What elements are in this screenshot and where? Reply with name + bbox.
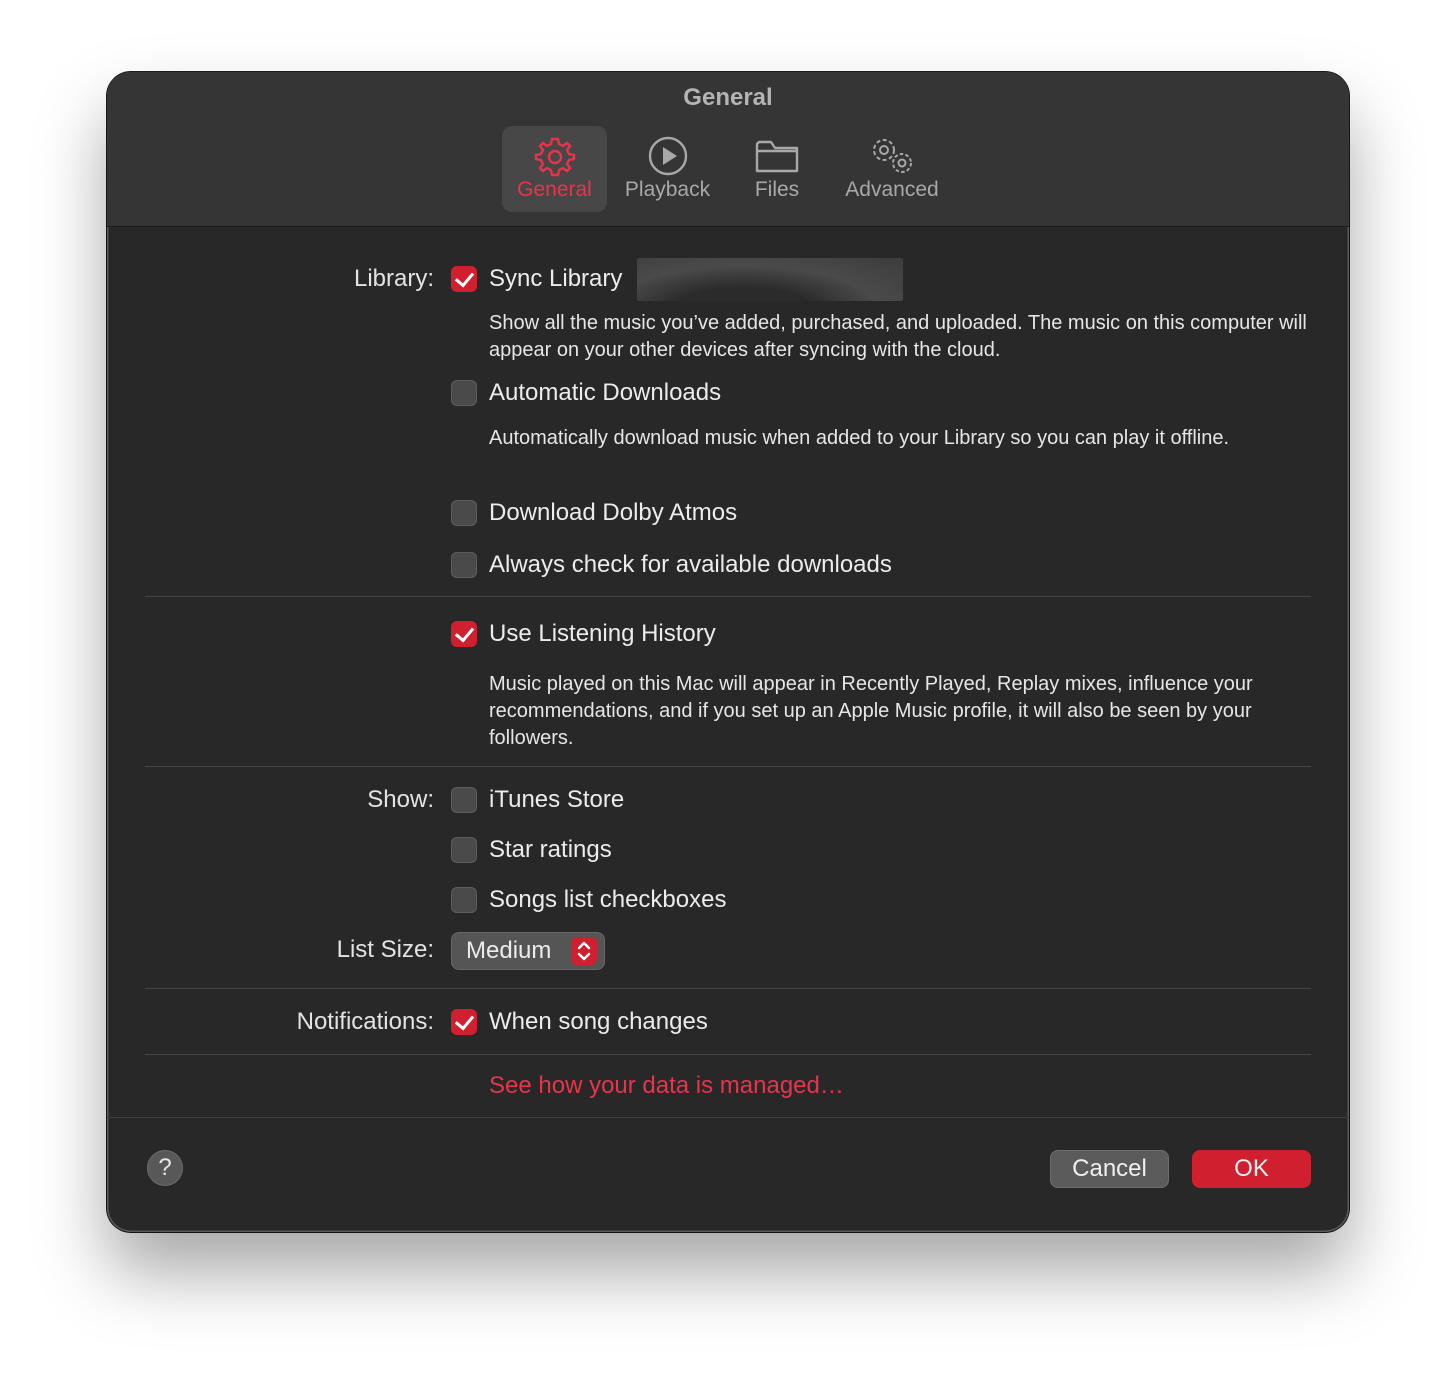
window-title: General <box>683 84 773 111</box>
tab-advanced[interactable] <box>834 126 950 212</box>
listening-history-description: Music played on this Mac will appear in Recently Played, Replay mixes, influence your recommendations, and if you set up an Apple Music profile, it will also be seen by your followers. <box>489 673 1253 749</box>
cancel-button[interactable]: Cancel <box>1050 1150 1169 1188</box>
listening-history-label[interactable]: Use Listening History <box>489 620 716 647</box>
toolbar <box>107 72 1349 227</box>
show-label: Show: <box>367 786 434 813</box>
dolby-atmos-checkbox[interactable] <box>451 500 477 526</box>
star-ratings-checkbox[interactable] <box>451 837 477 863</box>
sync-library-description: Show all the music you’ve added, purchased, and uploaded. The music on this computer will appear on your other devices after syncing with the cloud. <box>489 312 1307 361</box>
separator <box>145 1054 1311 1055</box>
library-label: Library: <box>353 265 434 292</box>
tab-files-label: Files <box>754 178 800 201</box>
tab-general[interactable] <box>502 126 607 212</box>
sync-library-checkbox[interactable] <box>451 266 477 292</box>
song-changes-checkbox[interactable] <box>451 1009 477 1035</box>
songs-list-checkboxes-checkbox[interactable] <box>451 887 477 913</box>
gears-icon <box>864 134 920 178</box>
folder-icon <box>753 134 801 178</box>
dolby-atmos-label[interactable]: Download Dolby Atmos <box>489 499 738 526</box>
redacted-account-image <box>637 258 903 301</box>
gear-icon <box>533 134 577 178</box>
tab-general-label: General <box>517 178 592 201</box>
automatic-downloads-label[interactable]: Automatic Downloads <box>489 379 722 406</box>
chevron-updown-icon <box>571 937 597 965</box>
itunes-store-checkbox[interactable] <box>451 787 477 813</box>
sync-library-label[interactable]: Sync Library <box>489 265 623 292</box>
check-downloads-checkbox[interactable] <box>451 552 477 578</box>
play-icon <box>646 134 690 178</box>
tab-playback-label: Playback <box>624 178 711 201</box>
automatic-downloads-description: Automatically download music when added to your Library so you can play it offline. <box>489 427 1230 449</box>
song-changes-label[interactable]: When song changes <box>489 1008 708 1035</box>
separator <box>145 596 1311 597</box>
help-button[interactable]: ? <box>147 1150 183 1186</box>
star-ratings-label[interactable]: Star ratings <box>489 836 612 863</box>
notifications-label: Notifications: <box>296 1008 434 1035</box>
tab-files[interactable] <box>727 126 827 212</box>
footer-separator <box>107 1117 1349 1118</box>
list-size-select[interactable] <box>451 932 605 970</box>
automatic-downloads-checkbox[interactable] <box>451 380 477 406</box>
ok-button[interactable]: OK <box>1192 1150 1311 1188</box>
list-size-value: Medium <box>466 937 552 964</box>
listening-history-checkbox[interactable] <box>451 621 477 647</box>
tab-advanced-label: Advanced <box>845 178 939 201</box>
separator <box>145 988 1311 989</box>
tab-playback[interactable] <box>615 126 720 212</box>
songs-list-checkboxes-label[interactable]: Songs list checkboxes <box>489 886 727 913</box>
list-size-label: List Size: <box>336 936 434 963</box>
check-downloads-label[interactable]: Always check for available downloads <box>489 551 892 578</box>
separator <box>145 766 1311 767</box>
itunes-store-label[interactable]: iTunes Store <box>489 786 625 813</box>
preferences-window <box>107 72 1349 1232</box>
data-management-link[interactable]: See how your data is managed… <box>489 1072 844 1099</box>
